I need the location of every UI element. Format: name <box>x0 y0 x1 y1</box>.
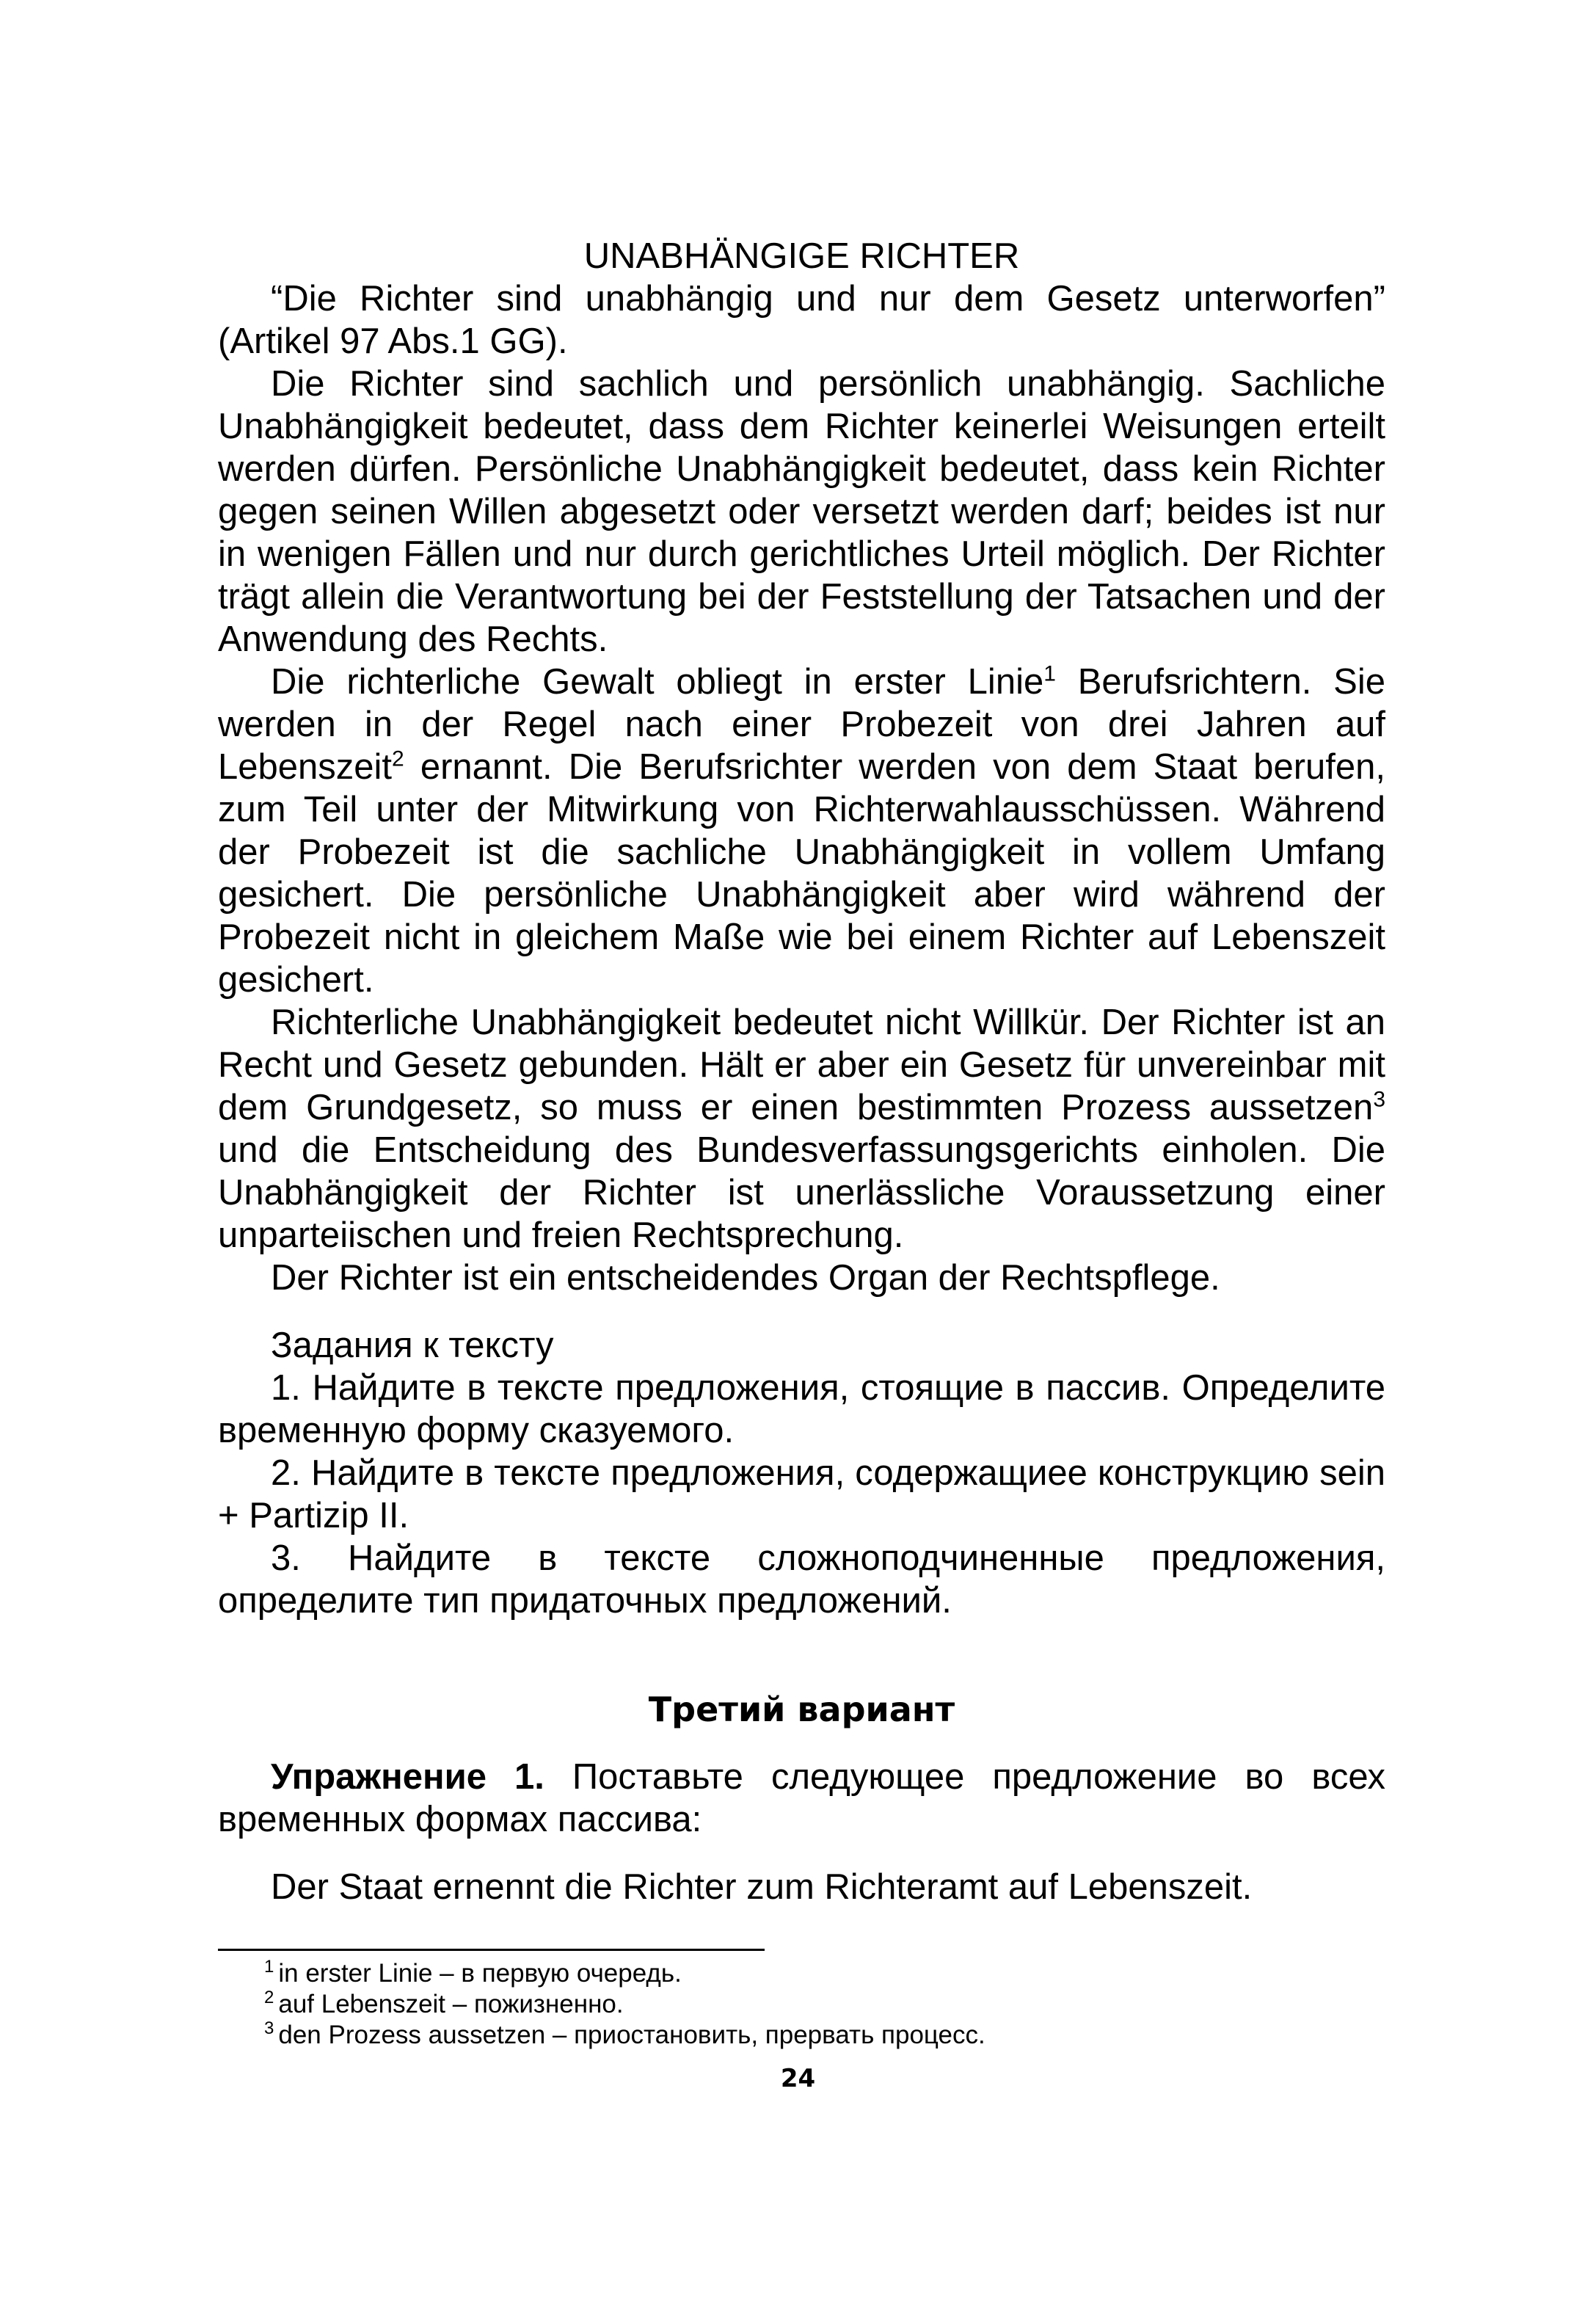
section-title: Третий вариант <box>648 1690 955 1729</box>
spacer <box>218 1731 1385 1756</box>
footnote-ref-2: 2 <box>392 746 404 771</box>
page-title: UNABHÄNGIGE RICHTER <box>583 236 1020 276</box>
paragraph-1: Die Richter sind sachlich und persönlich unabhängig. Sachliche Unabhängigkeit bedeutet, dass dem Richter keinerlei Weisungen erteilt werden dürfen. Persönliche Unabhängigkeit bedeutet, dass kein Richter gegen seinen Willen abgesetzt oder versetzt werden darf; beides ist nur in wenigen Fällen und nur durch gerichtliches Urteil möglich. Der Richter trägt allein die Verantwortung bei der Feststellung der Tatsachen und der Anwendung des Rechts. <box>218 364 1385 659</box>
footnote-number: 2 <box>264 1988 274 2008</box>
footnote-number: 1 <box>264 1957 274 1977</box>
footnote-ref-3: 3 <box>1373 1087 1385 1112</box>
exercise-paragraph <box>218 1756 1385 1841</box>
exercise-sentence: Der Staat ernennt die Richter zum Richteramt auf Lebenszeit. <box>271 1867 1253 1907</box>
paragraph-3-part-1: Richterliche Unabhängigkeit bedeutet nicht Willkür. Der Richter ist an Recht und Gesetz gebunden. Hält er aber ein Gesetz für unvereinbar mit dem Grundgesetz, so muss er einen bestimmten Prozess aussetzen <box>218 1003 1385 1127</box>
exercise-instruction: Поставьте следующее предложение во всех временных формах пассива: <box>218 1757 1385 1839</box>
footnote-text: in erster Linie – в первую очередь. <box>278 1959 682 1988</box>
footnote-number: 3 <box>264 2018 274 2039</box>
paragraph-3-part-2: und die Entscheidung des Bundesverfassungsgerichts einholen. Die Unabhängigkeit der Richter ist unerlässliche Voraussetzung einer unparteiischen und freien Rechtsprechung. <box>218 1130 1385 1255</box>
quote-paragraph: “Die Richter sind unabhängig und nur dem Gesetz unterworfen” (Artikel 97 Abs.1 GG). <box>218 279 1385 361</box>
spacer <box>218 1841 1385 1866</box>
tasks-title: Задания к тексту <box>271 1326 554 1365</box>
spacer <box>218 1622 1385 1688</box>
main-text-column <box>218 235 1385 1908</box>
paragraph-2 <box>218 661 1385 1001</box>
footnote-text: den Prozess aussetzen – приостановить, прервать процесс. <box>278 2021 985 2049</box>
paragraph-2-part-3: ernannt. Die Berufsrichter werden von dem Staat berufen, zum Teil unter der Mitwirkung von Richterwahlausschüssen. Während der Probezeit ist die sachliche Unabhängigkeit in vollem Umfang gesichert. Die persönliche Unabhängigkeit aber wird während der Probezeit nicht in gleichem Maße wie bei einem Richter auf Lebenszeit gesichert. <box>218 747 1385 1000</box>
task-item: 2. Найдите в тексте предложения, содержащиее конструкцию sein + Partizip II. <box>218 1453 1385 1535</box>
spacer <box>218 1299 1385 1324</box>
footnote-1 <box>264 1958 1365 1989</box>
page-number: 24 <box>780 2064 816 2093</box>
paragraph-4: Der Richter ist ein entscheidendes Organ der Rechtspflege. <box>271 1258 1220 1298</box>
paragraph-2-part-1: Die richterliche Gewalt obliegt in erster Linie <box>271 662 1044 702</box>
paragraph-2-part-2: Berufsrichtern. Sie werden in der Regel nach einer Probezeit von drei Jahren auf Lebenszeit <box>218 662 1385 787</box>
footnotes <box>264 1958 1365 2051</box>
footnote-ref-1: 1 <box>1043 661 1056 686</box>
footnote-text: auf Lebenszeit – пожизненно. <box>278 1990 624 2018</box>
footnote-3 <box>264 2020 1365 2051</box>
paragraph-3 <box>218 1001 1385 1257</box>
footnote-2 <box>264 1989 1365 2020</box>
task-item: 3. Найдите в тексте сложноподчиненные предложения, определите тип придаточных предложений. <box>218 1538 1385 1621</box>
exercise-label: Упражнение 1. <box>271 1757 544 1797</box>
footnote-divider <box>218 1949 765 1951</box>
task-item: 1. Найдите в тексте предложения, стоящие в пассив. Определите временную форму сказуемого. <box>218 1368 1385 1450</box>
